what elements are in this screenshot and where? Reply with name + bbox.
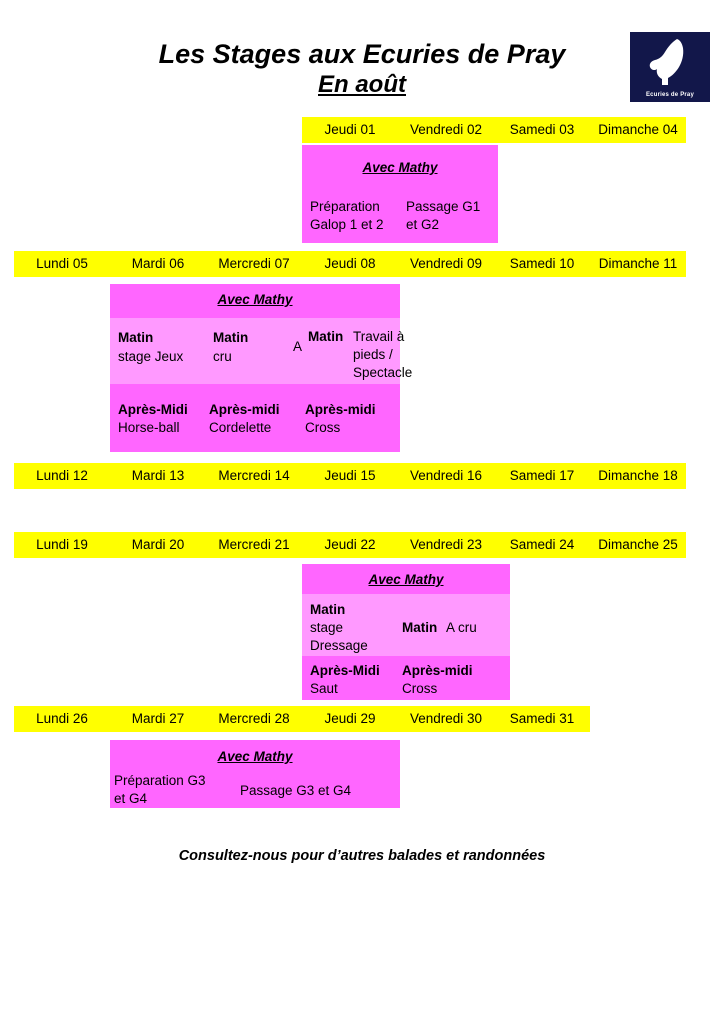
afternoon-text: Saut xyxy=(310,681,338,696)
day-cell: Samedi 31 xyxy=(494,706,590,732)
afternoon-label: Après-Midi xyxy=(118,402,188,417)
morning-label-a: A xyxy=(293,339,303,354)
week1-left-text: Préparation Galop 1 et 2 xyxy=(310,199,384,232)
week2-morning-row xyxy=(110,318,413,384)
day-cell: Samedi 10 xyxy=(494,251,590,277)
afternoon-text: Horse-ball xyxy=(118,420,180,435)
afternoon-label: Après-midi xyxy=(402,663,473,678)
day-cell: Samedi 24 xyxy=(494,532,590,558)
day-cell: Vendredi 30 xyxy=(398,706,494,732)
avec-mathy-heading: Avec Mathy xyxy=(368,572,444,587)
day-cell: Vendredi 16 xyxy=(398,463,494,489)
week5-right-text: Passage G3 et G4 xyxy=(240,783,352,798)
week5-left-text: Préparation G3 et G4 xyxy=(114,773,206,806)
day-cell: Dimanche 18 xyxy=(590,463,686,489)
day-cell: Lundi 19 xyxy=(14,532,110,558)
day-cell: Dimanche 11 xyxy=(590,251,686,277)
day-cell: Lundi 12 xyxy=(14,463,110,489)
week1-right-text: Passage G1 et G2 xyxy=(406,199,481,232)
horse-head-logo xyxy=(630,32,710,102)
day-cell: Jeudi 08 xyxy=(302,251,398,277)
page-title xyxy=(0,38,724,100)
day-cell: Mercredi 21 xyxy=(206,532,302,558)
morning-text: A cru xyxy=(446,620,477,635)
week5-mathy-block xyxy=(110,740,400,808)
day-cell: Vendredi 02 xyxy=(398,117,494,143)
morning-text: Travail à pieds / Spectacle xyxy=(353,329,413,380)
day-cell: Vendredi 23 xyxy=(398,532,494,558)
avec-mathy-heading: Avec Mathy xyxy=(217,749,293,764)
day-cell: Lundi 26 xyxy=(14,706,110,732)
day-cell: Jeudi 15 xyxy=(302,463,398,489)
morning-text: cru xyxy=(213,349,232,364)
title-line-1: Les Stages aux Ecuries de Pray xyxy=(158,39,566,69)
morning-label: Matin xyxy=(118,330,154,345)
afternoon-label: Après-midi xyxy=(305,402,376,417)
afternoon-text: Cross xyxy=(305,420,341,435)
day-cell: Jeudi 22 xyxy=(302,532,398,558)
day-cell: Jeudi 01 xyxy=(302,117,398,143)
day-cell: Lundi 05 xyxy=(14,251,110,277)
afternoon-label: Après-midi xyxy=(209,402,280,417)
logo-caption: Ecuries de Pray xyxy=(645,92,695,98)
week4-morning-row xyxy=(302,594,510,656)
day-cell: Mercredi 07 xyxy=(206,251,302,277)
day-cell: Mercredi 28 xyxy=(206,706,302,732)
morning-text: stage Jeux xyxy=(118,349,184,364)
day-cell: Mardi 06 xyxy=(110,251,206,277)
week4-mathy-block xyxy=(302,564,510,700)
day-cell: Mercredi 14 xyxy=(206,463,302,489)
afternoon-text: Cordelette xyxy=(209,420,272,435)
avec-mathy-heading: Avec Mathy xyxy=(217,292,293,307)
day-cell: Dimanche 04 xyxy=(590,117,686,143)
afternoon-label: Après-Midi xyxy=(310,663,380,678)
morning-label: Matin xyxy=(402,620,438,635)
day-cell: Jeudi 29 xyxy=(302,706,398,732)
avec-mathy-heading: Avec Mathy xyxy=(362,160,438,175)
day-cell: Samedi 03 xyxy=(494,117,590,143)
afternoon-text: Cross xyxy=(402,681,438,696)
day-cell: Mardi 20 xyxy=(110,532,206,558)
footer-note: Consultez-nous pour d’autres balades et randonnées xyxy=(178,848,546,864)
morning-label: Matin xyxy=(213,330,249,345)
day-cell: Mardi 13 xyxy=(110,463,206,489)
morning-label: Matin xyxy=(310,602,346,617)
day-cell: Vendredi 09 xyxy=(398,251,494,277)
week2-mathy-block xyxy=(110,284,413,452)
day-cell: Mardi 27 xyxy=(110,706,206,732)
morning-label: Matin xyxy=(308,329,344,344)
day-cell: Dimanche 25 xyxy=(590,532,686,558)
title-line-2: En août xyxy=(318,71,406,98)
morning-text: stage Dressage xyxy=(310,620,368,653)
day-cell: Samedi 17 xyxy=(494,463,590,489)
week1-mathy-block xyxy=(302,145,498,243)
